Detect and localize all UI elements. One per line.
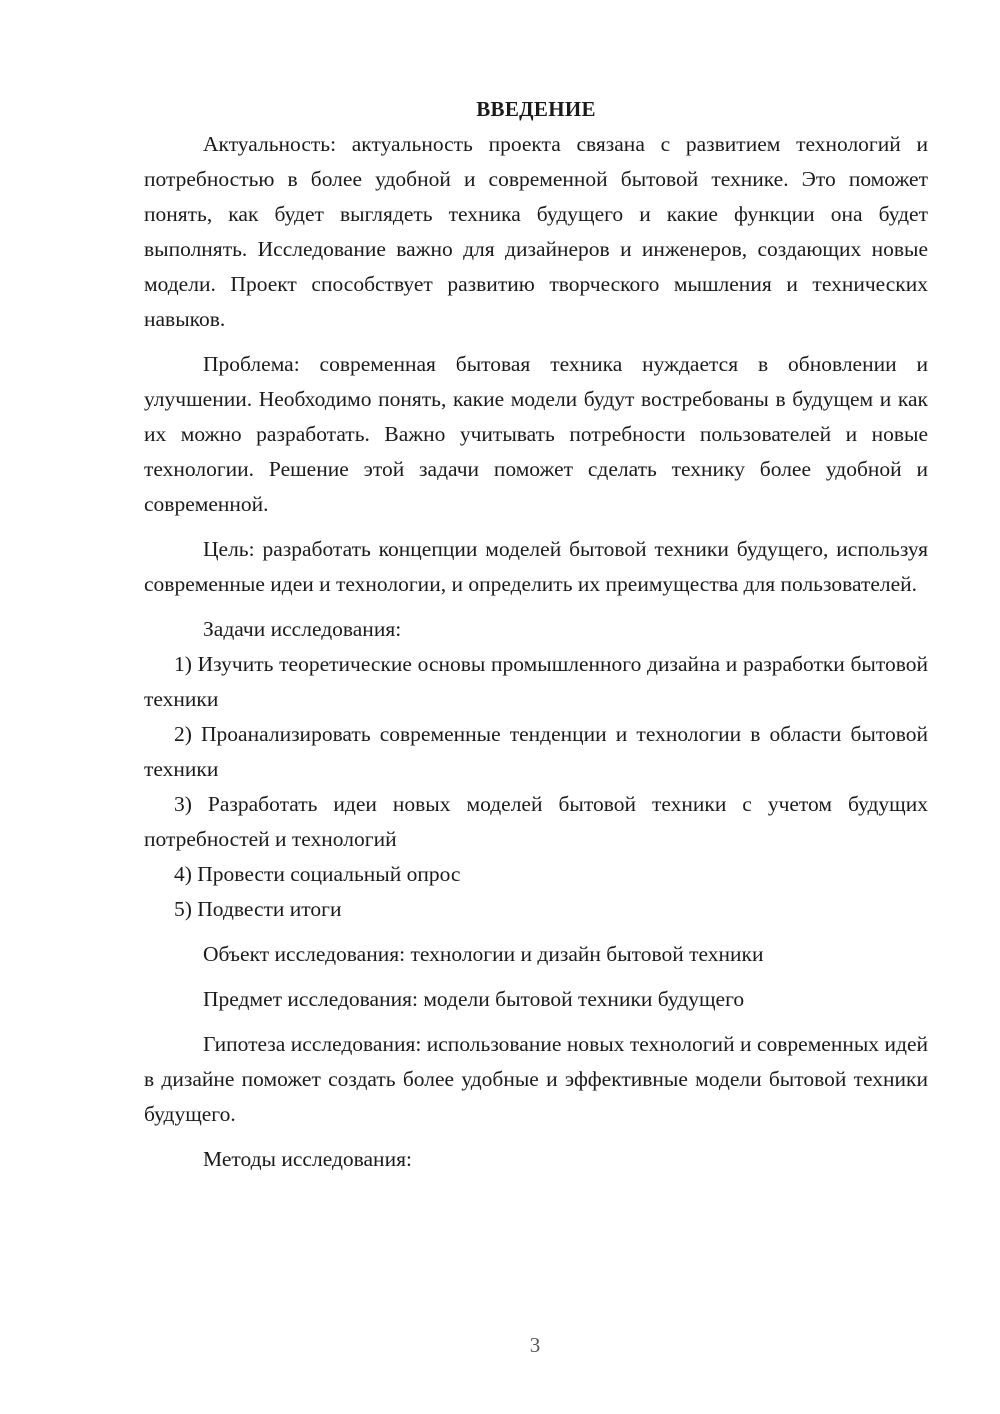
task-item: 3) Разработать идеи новых моделей бытовой техники с учетом будущих потребностей и технологий [144,792,928,851]
methods-heading: Методы исследования: [203,1147,412,1171]
problem-paragraph: Проблема: современная бытовая техника нуждается в обновлении и улучшении. Необходимо понять, какие модели будут востребованы в будущем и как их можно разработать. Важно учитывать потребности пользователей и новые технологии. Решение этой задачи поможет сделать технику более удобной и современной. [144,352,928,516]
goal-paragraph: Цель: разработать концепции моделей бытовой техники будущего, используя современные идеи и технологии, и определить их преимущества для пользователей. [144,537,928,596]
task-item: 5) Подвести итоги [174,897,342,921]
document-page [144,92,928,1177]
task-item: 1) Изучить теоретические основы промышленного дизайна и разработки бытовой техники [144,652,928,711]
section-title: ВВЕДЕНИЕ [476,97,596,121]
tasks-heading: Задачи исследования: [203,617,402,641]
task-item: 2) Проанализировать современные тенденции и технологии в области бытовой техники [144,722,928,781]
object-paragraph: Объект исследования: технологии и дизайн бытовой техники [203,942,764,966]
subject-paragraph: Предмет исследования: модели бытовой техники будущего [203,987,745,1011]
hypothesis-paragraph: Гипотеза исследования: использование новых технологий и современных идей в дизайне поможет создать более удобные и эффективные модели бытовой техники будущего. [144,1032,928,1126]
relevance-paragraph: Актуальность: актуальность проекта связана с развитием технологий и потребностью в более удобной и современной бытовой технике. Это поможет понять, как будет выглядеть техника будущего и какие функции она будет выполнять. Исследование важно для дизайнеров и инженеров, создающих новые модели. Проект способствует развитию творческого мышления и технических навыков. [144,132,928,331]
task-item: 4) Провести социальный опрос [174,862,461,886]
page-number: 3 [529,1333,541,1357]
